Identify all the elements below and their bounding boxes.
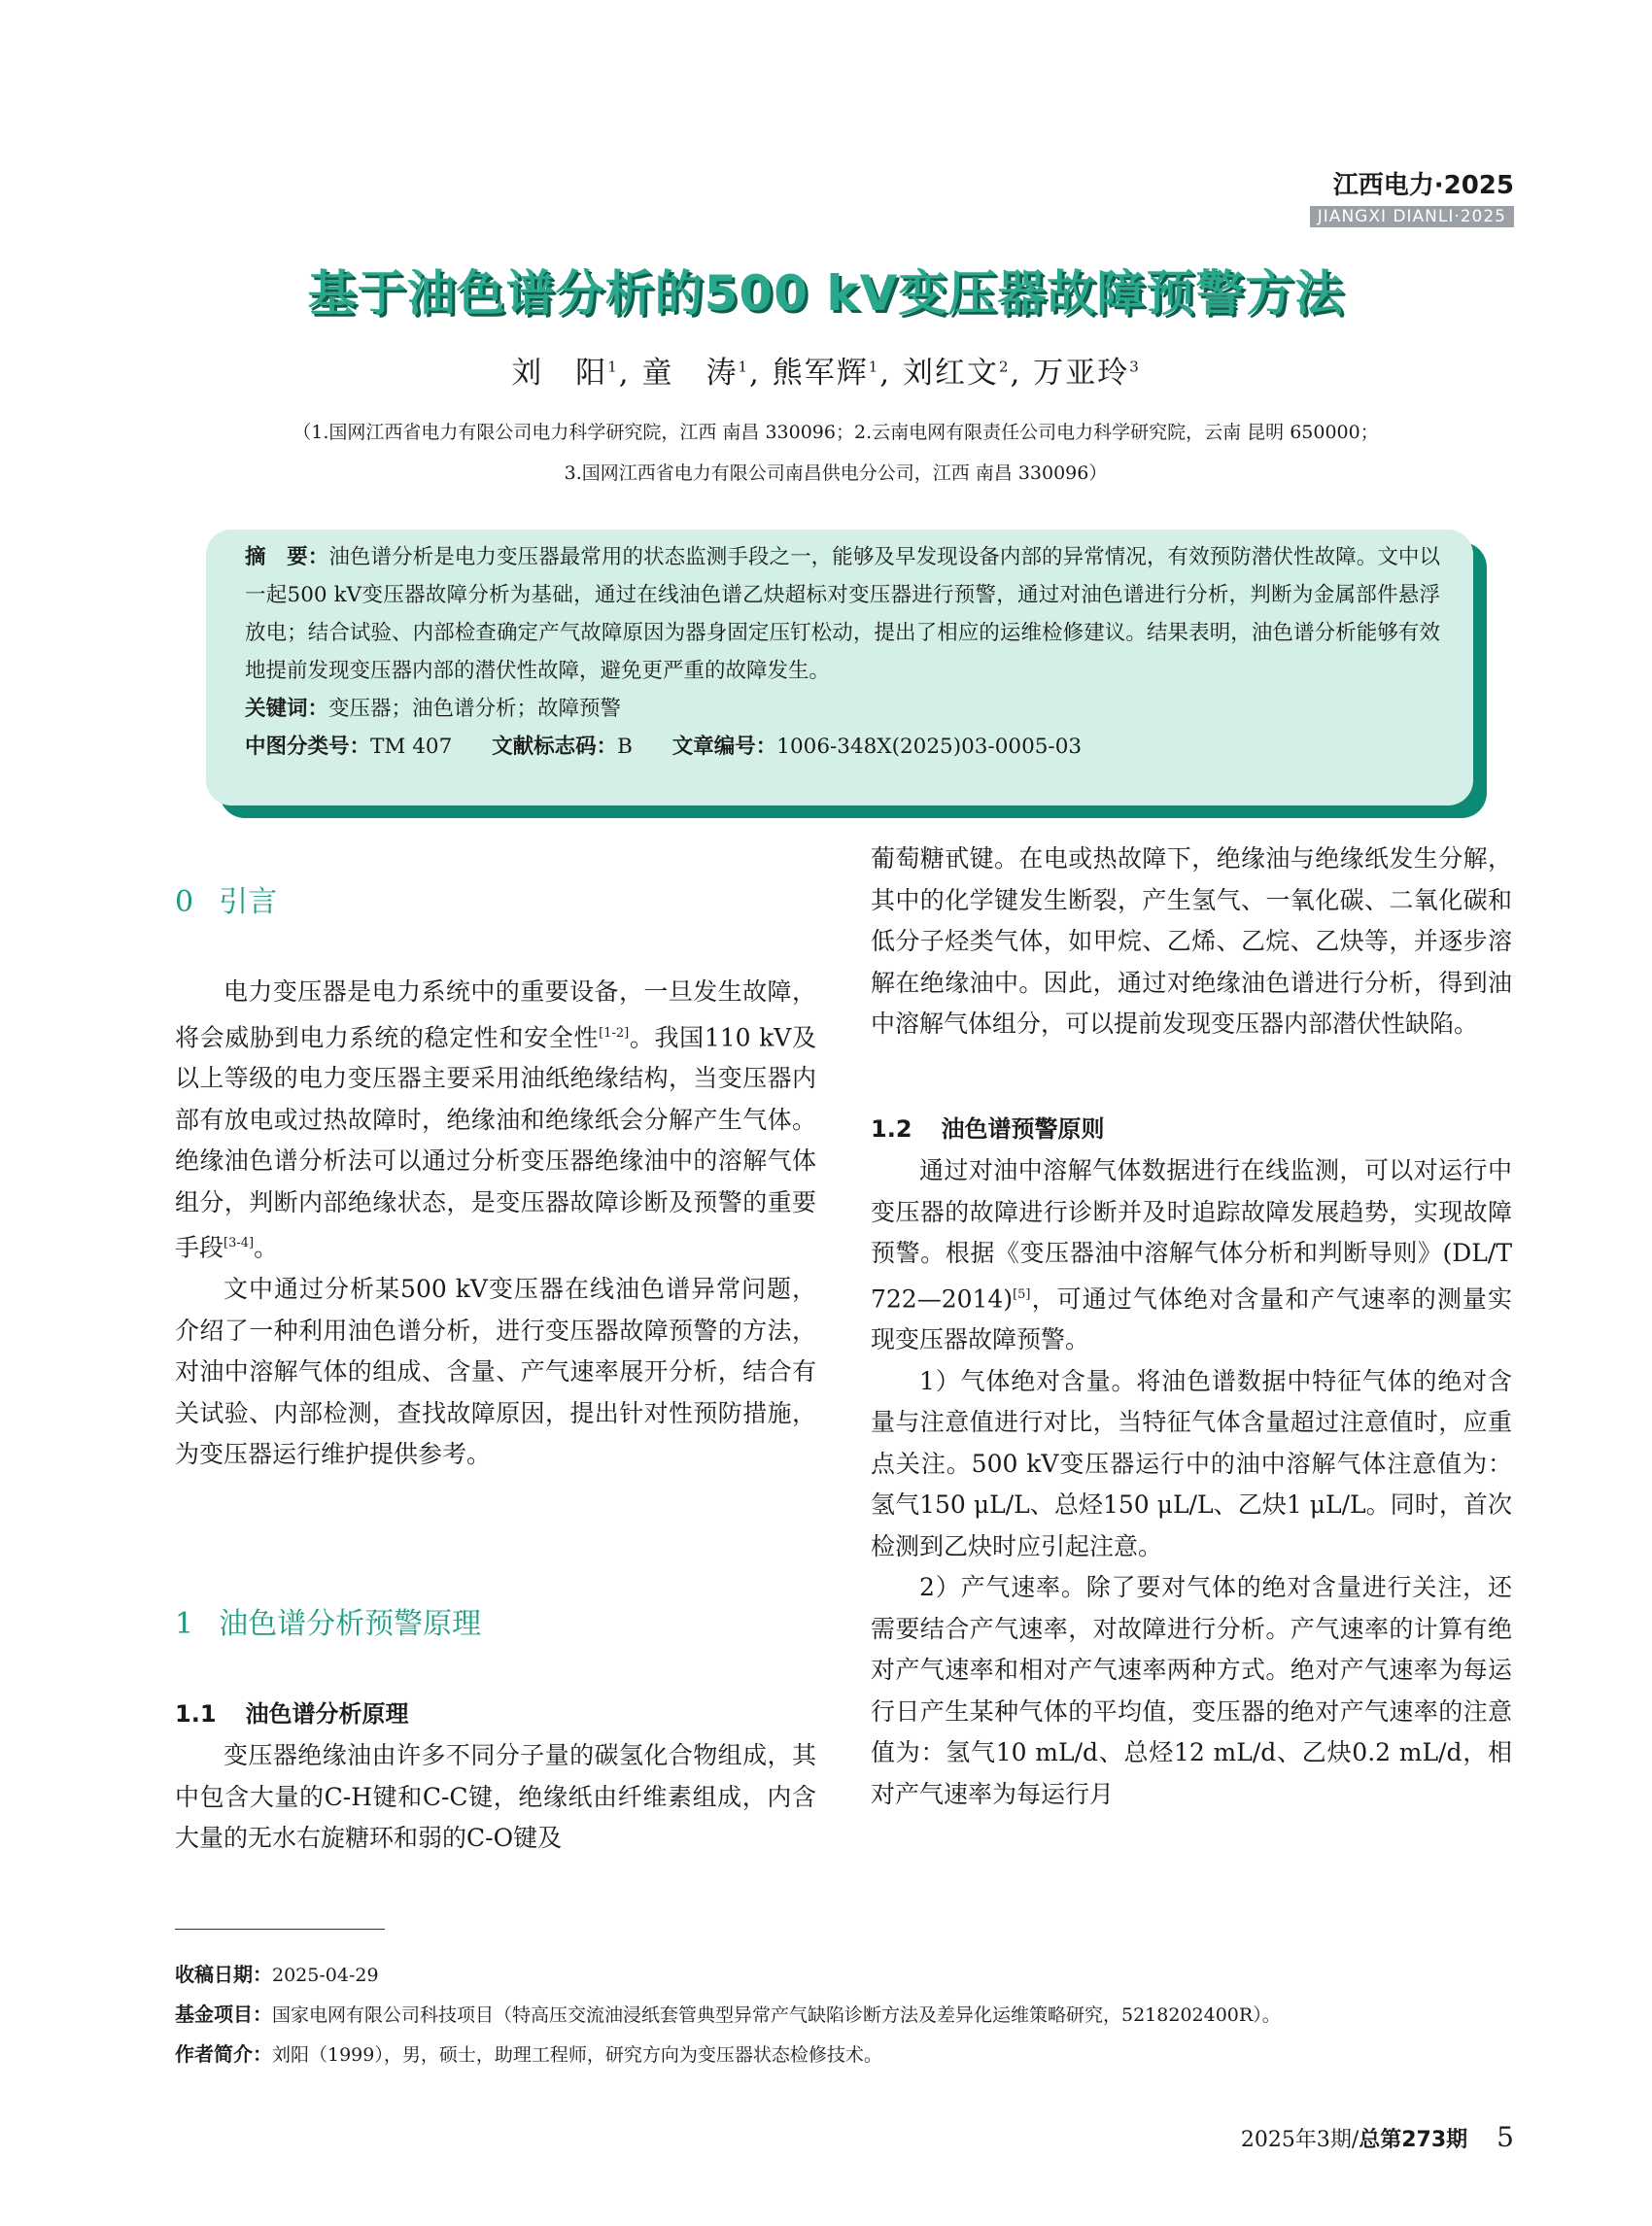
abstract-text: 油色谱分析是电力变压器最常用的状态监测手段之一，能够及早发现设备内部的异常情况，有效预防潜伏性故障。文中以一起500 kV变压器故障分析为基础，通过在线油色谱乙炔超标对变压器进行预警，通过对油色谱进行分析，判断为金属部件悬浮放电；结合试验、内部检查确定产气故障原因为器身固定压钉松动，提出了相应的运维检修建议。结果表明，油色谱分析能够有效地提前发现变压器内部的潜伏性故障，避免更严重的故障发生。 — [245, 545, 1440, 683]
article-no-value: 1006-348X(2025)03-0005-03 — [776, 735, 1083, 759]
section-1-1-body — [175, 1735, 816, 1860]
abstract-label: 摘 要： — [245, 545, 329, 569]
author-name: 熊军辉 — [772, 356, 869, 391]
received-value: 2025-04-29 — [272, 1965, 379, 1986]
citation: [5] — [1013, 1286, 1031, 1302]
citation: [3-4] — [224, 1236, 255, 1251]
intro-body — [175, 972, 816, 1476]
affiliation-line: 3.国网江西省电力有限公司南昌供电分公司，江西 南昌 330096） — [564, 462, 1108, 484]
doc-code-value: B — [617, 735, 633, 759]
author-affil: 3 — [1129, 358, 1141, 376]
section-number: 1 — [175, 1607, 194, 1641]
author-name: 刘 阳 — [511, 356, 608, 391]
paragraph: 文中通过分析某500 kV变压器在线油色谱异常问题，介绍了一种利用油色谱分析，进行变压器故障预警的方法，对油中溶解气体的组成、含量、产气速率展开分析，结合有关试验、内部检测，查找故障原因，提出针对性预防措施，为变压器运行维护提供参考。 — [175, 1275, 816, 1469]
author-affil: 2 — [998, 358, 1011, 376]
fund-label: 基金项目： — [175, 2003, 272, 2026]
affiliation-line: （1.国网江西省电力有限公司电力科学研究院，江西 南昌 330096；2.云南电网有限责任公司电力科学研究院，云南 昆明 650000； — [293, 422, 1379, 443]
paragraph: 1）气体绝对含量。将油色谱数据中特征气体的绝对含量与注意值进行对比，当特征气体含量超过注意值时，应重点关注。500 kV变压器运行中的油中溶解气体注意值为：氢气150 μL/L、总烃150 μL/L、乙炔1 μL/L。同时，首次检测到乙炔时应引起注意。 — [871, 1366, 1512, 1560]
author-bio-row — [175, 2035, 1516, 2074]
journal-band: JIANGXI DIANLI·2025 — [1310, 206, 1514, 227]
text-run: 电力变压器是电力系统中的重要设备，一旦发生故障，将会威胁到电力系统的稳定性和安全性 — [175, 977, 816, 1051]
section-1-2-body — [871, 1150, 1512, 1815]
section-title: 油色谱分析预警原理 — [219, 1607, 482, 1641]
footnote-divider — [175, 1929, 385, 1930]
author-affil: 1 — [738, 358, 749, 376]
footnotes — [175, 1955, 1516, 2074]
keywords-value: 变压器；油色谱分析；故障预警 — [328, 697, 622, 721]
clc-label: 中图分类号： — [245, 735, 371, 759]
author-name: 刘红文 — [902, 356, 999, 391]
text-run: 。我国110 kV及以上等级的电力变压器主要采用油纸绝缘结构，当变压器内部有放电或过热故障时，绝缘油和绝缘纸会分解产生气体。绝缘油色谱分析法可以通过分析变压器绝缘油中的溶解气体组分，判断内部绝缘状态，是变压器故障诊断及预警的重要手段 — [175, 1022, 816, 1262]
received-label: 收稿日期： — [175, 1963, 272, 1986]
author-affil: 1 — [607, 358, 619, 376]
section-number: 0 — [175, 885, 194, 919]
paragraph-continuation: 葡萄糖甙键。在电或热故障下，绝缘油与绝缘纸发生分解，其中的化学键发生断裂，产生氢气、一氧化碳、二氧化碳和低分子烃类气体，如甲烷、乙烯、乙烷、乙炔等，并逐步溶解在绝缘油中。因此，通过对绝缘油色谱进行分析，得到油中溶解气体组分，可以提前发现变压器内部潜伏性缺陷。 — [871, 844, 1512, 1038]
received-date-row — [175, 1955, 1516, 1995]
section-heading-0 — [175, 877, 277, 920]
paragraph: 变压器绝缘油由许多不同分子量的碳氢化合物组成，其中包含大量的C-H键和C-C键，绝缘纸由纤维素组成，内含大量的无水右旋糖环和弱的C-O键及 — [175, 1741, 816, 1852]
classification-row — [245, 728, 1440, 766]
clc-value: TM 407 — [370, 735, 453, 759]
text-run: 。 — [254, 1233, 279, 1262]
author-bio-value: 刘阳（1999），男，硕士，助理工程师，研究方向为变压器状态检修技术。 — [272, 2044, 882, 2066]
text-run: 通过对油中溶解气体数据进行在线监测，可以对运行中变压器的故障进行诊断并及时追踪故障发展趋势，实现故障预警。根据《变压器油中溶解气体分析和判断导则》(DL/T 722—2014) — [871, 1156, 1512, 1313]
article-no-label: 文章编号： — [671, 735, 777, 759]
issue-text: 2025年3期/ — [1240, 2128, 1359, 2152]
author-bio-label: 作者简介： — [175, 2042, 272, 2066]
doc-code-label: 文献标志码： — [492, 735, 618, 759]
article-title: 基于油色谱分析的500 kV变压器故障预警方法 — [307, 265, 1345, 322]
citation: [1-2] — [599, 1025, 630, 1041]
page-number: 5 — [1497, 2121, 1514, 2153]
subsection-title: 油色谱预警原则 — [941, 1115, 1105, 1143]
author-name: 童 涛 — [641, 356, 739, 391]
subsection-heading-1-2 — [871, 1110, 1105, 1144]
issue-info — [1241, 2121, 1514, 2153]
subsection-heading-1-1 — [175, 1695, 409, 1729]
paragraph — [175, 972, 816, 1269]
keywords-label: 关键词： — [245, 697, 329, 721]
subsection-number: 1.2 — [871, 1115, 912, 1143]
section-heading-1 — [175, 1599, 481, 1642]
paragraph — [871, 1150, 1512, 1361]
subsection-number: 1.1 — [175, 1700, 217, 1728]
issue-total: 总第273期 — [1359, 2128, 1468, 2152]
subsection-title: 油色谱分析原理 — [245, 1700, 409, 1728]
abstract-content — [245, 538, 1440, 766]
fund-value: 国家电网有限公司科技项目（特高压交流油浸纸套管典型异常产气缺陷诊断方法及差异化运维策略研究，5218202400R）。 — [272, 2004, 1281, 2026]
fund-row — [175, 1995, 1516, 2035]
journal-name: 江西电力·2025 — [1332, 171, 1514, 200]
keywords-row — [245, 690, 1440, 728]
author-list: 刘 阳$^1$, 童 涛$^1$, 熊军辉$^1$, 刘红文$^2$, 万亚玲$^3$ — [511, 356, 1141, 391]
author-affil: 1 — [868, 358, 880, 376]
right-column-top — [871, 839, 1512, 1045]
author-name: 万亚玲 — [1033, 356, 1130, 391]
affiliations — [175, 412, 1497, 494]
text-run: ，可通过气体绝对含量和产气速率的测量实现变压器故障预警。 — [871, 1284, 1512, 1354]
paragraph: 2）产气速率。除了要对气体的绝对含量进行关注，还需要结合产气速率，对故障进行分析。产气速率的计算有绝对产气速率和相对产气速率两种方式。绝对产气速率为每运行日产生某种气体的平均值，变压器的绝对产气速率的注意值为：氢气10 mL/d、总烃12 mL/d、乙炔0.2 mL/d，相对产气速率为每运行月 — [871, 1573, 1512, 1808]
abstract-paragraph — [245, 538, 1440, 690]
section-title: 引言 — [219, 885, 278, 919]
